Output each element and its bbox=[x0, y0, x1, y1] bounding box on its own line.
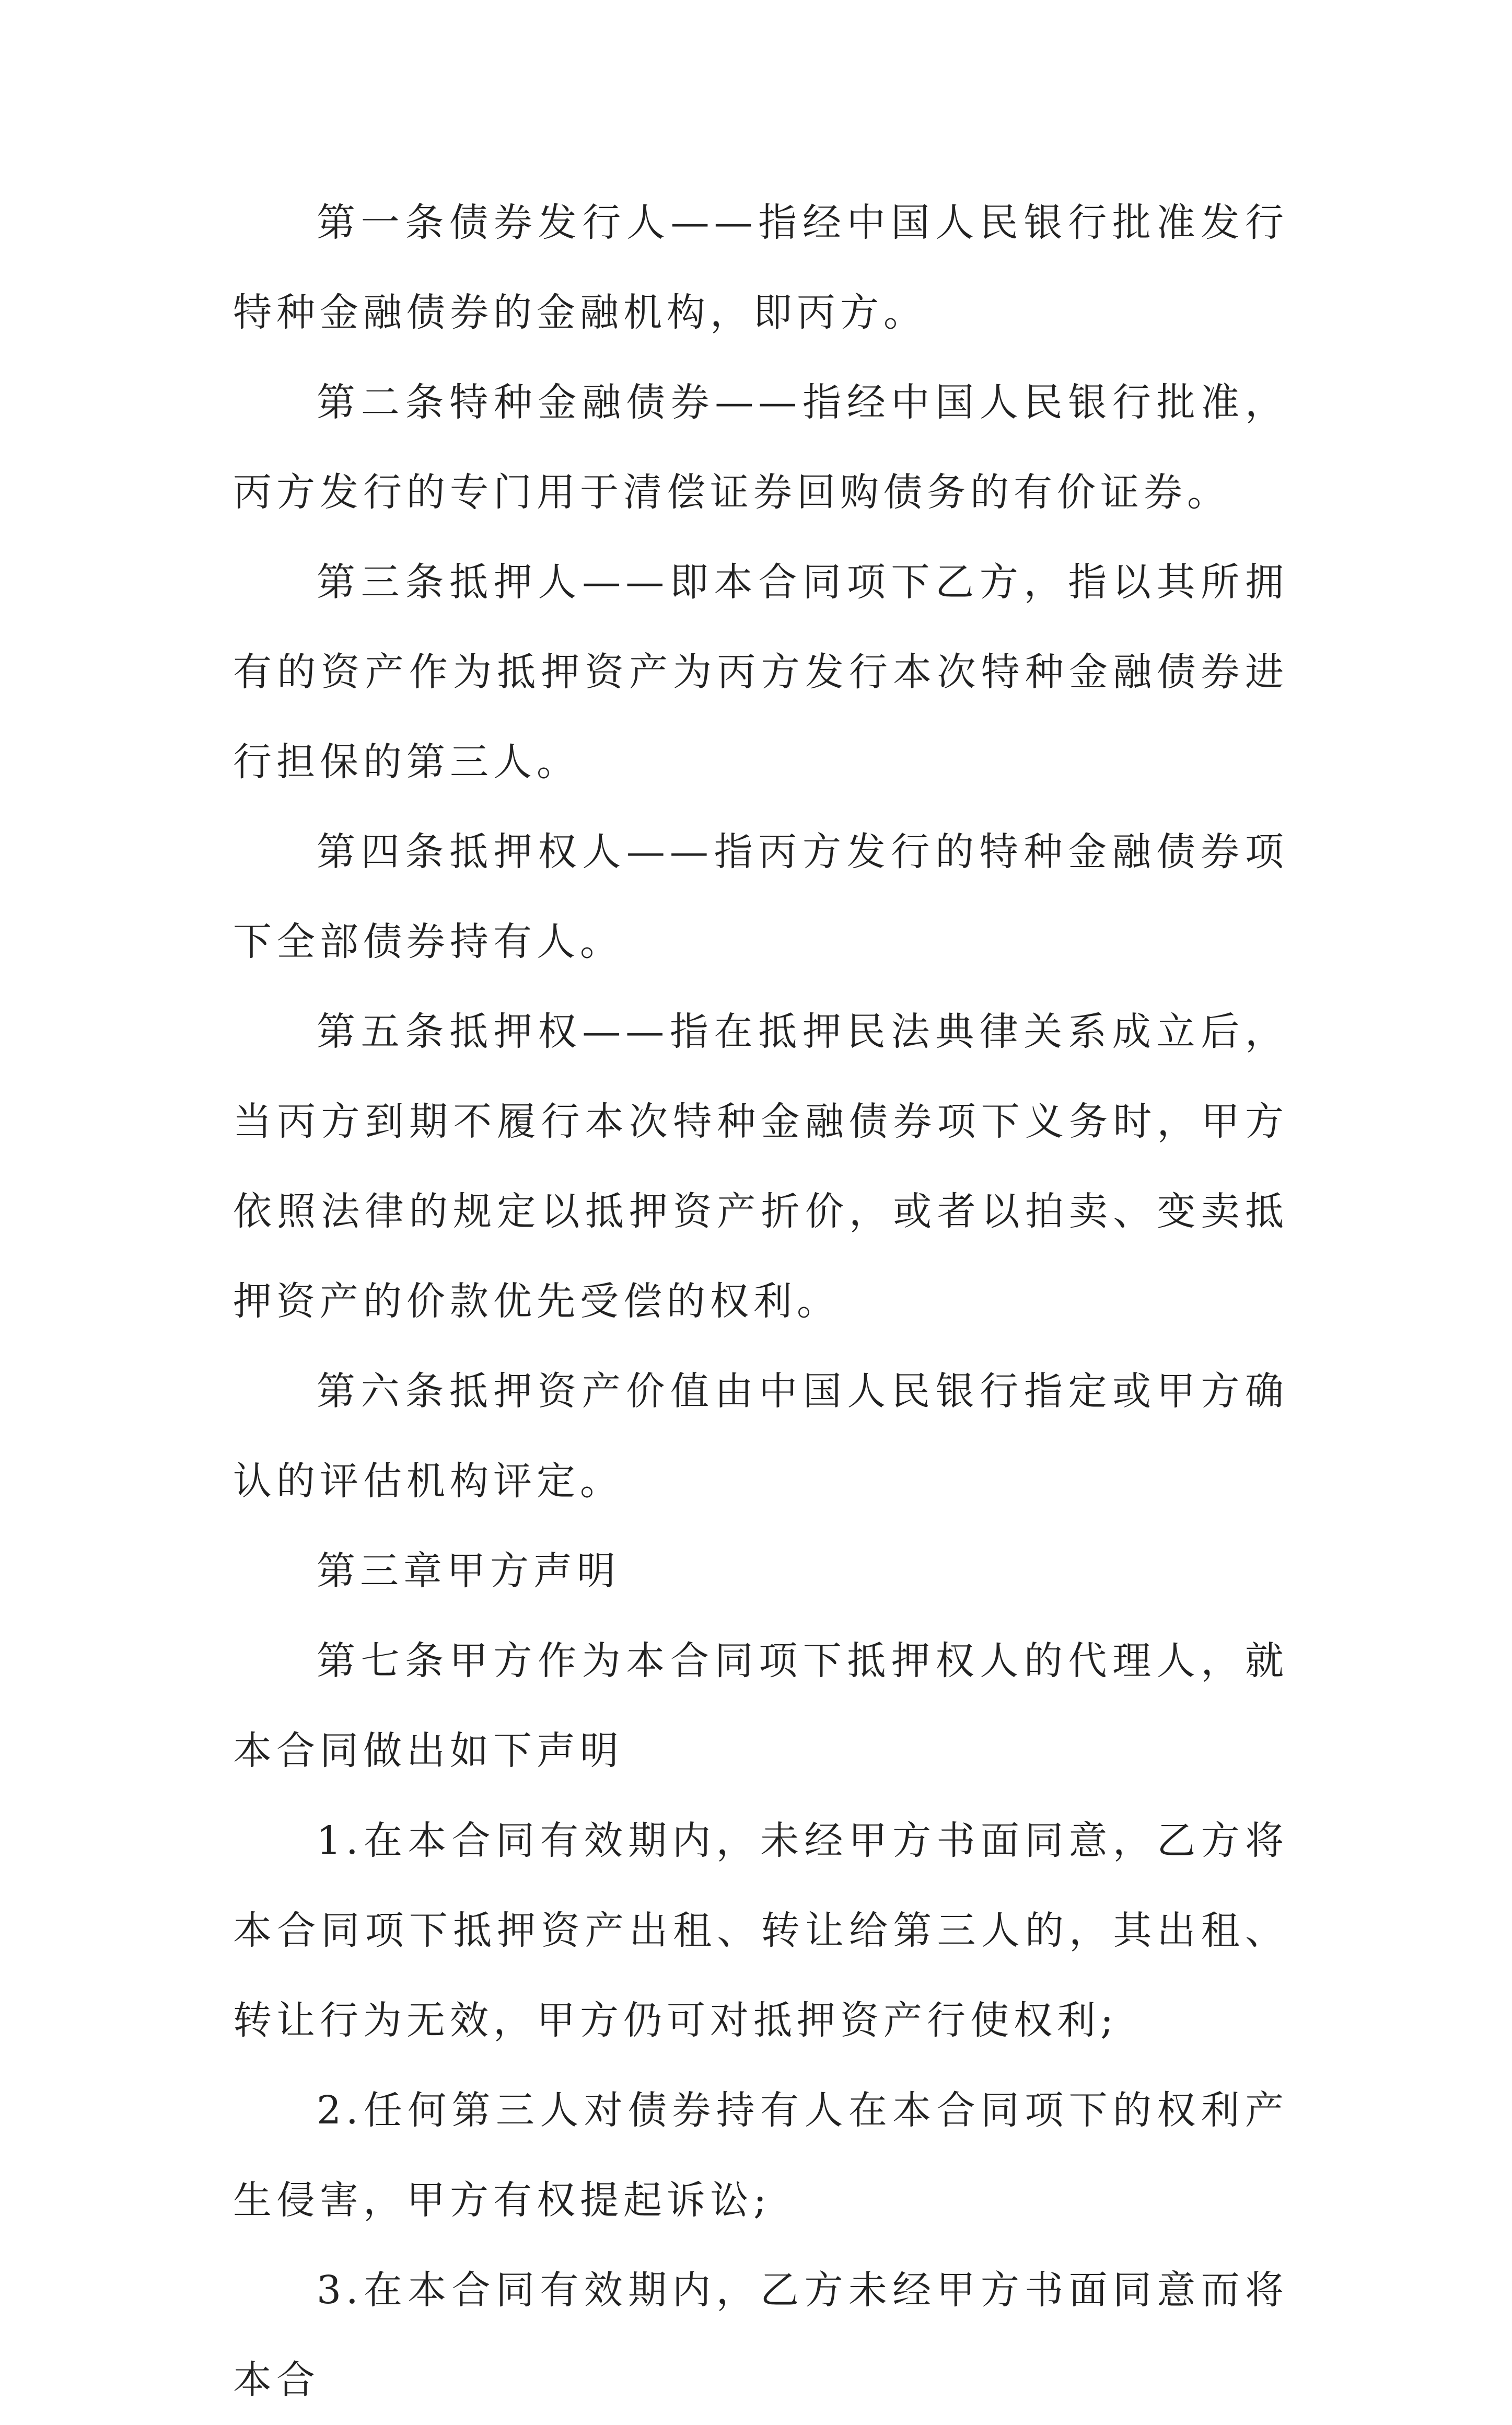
chapter-3-heading: 第三章甲方声明 bbox=[317, 1549, 620, 1593]
declaration-item-2: 2.任何第三人对债券持有人在本合同项下的权利产生侵害，甲方有权提起诉讼; bbox=[233, 2088, 1288, 2223]
article-1-paragraph: 第一条债券发行人——指经中国人民银行批准发行特种金融债券的金融机构，即丙方。 bbox=[233, 200, 1288, 335]
article-3-paragraph: 第三条抵押人——即本合同项下乙方，指以其所拥有的资产作为抵押资产为丙方发行本次特种金融债券进行担保的第三人。 bbox=[233, 560, 1288, 784]
article-5-paragraph: 第五条抵押权——指在抵押民法典律关系成立后，当丙方到期不履行本次特种金融债券项下义务时，甲方依照法律的规定以抵押资产折价，或者以拍卖、变卖抵押资产的价款优先受偿的权利。 bbox=[233, 1009, 1288, 1324]
article-4-paragraph: 第四条抵押权人——指丙方发行的特种金融债券项下全部债券持有人。 bbox=[233, 829, 1288, 964]
article-7-paragraph: 第七条甲方作为本合同项下抵押权人的代理人，就本合同做出如下声明 bbox=[233, 1638, 1288, 1773]
article-6-paragraph: 第六条抵押资产价值由中国人民银行指定或甲方确认的评估机构评定。 bbox=[233, 1369, 1288, 1504]
document-body bbox=[233, 178, 1288, 2425]
article-2-paragraph: 第二条特种金融债券——指经中国人民银行批准，丙方发行的专门用于清偿证券回购债务的有价证券。 bbox=[233, 380, 1288, 515]
declaration-item-3: 3.在本合同有效期内，乙方未经甲方书面同意而将本合 bbox=[233, 2268, 1288, 2403]
declaration-item-1: 1.在本合同有效期内，未经甲方书面同意，乙方将本合同项下抵押资产出租、转让给第三人的，其出租、转让行为无效，甲方仍可对抵押资产行使权利; bbox=[233, 1818, 1288, 2043]
